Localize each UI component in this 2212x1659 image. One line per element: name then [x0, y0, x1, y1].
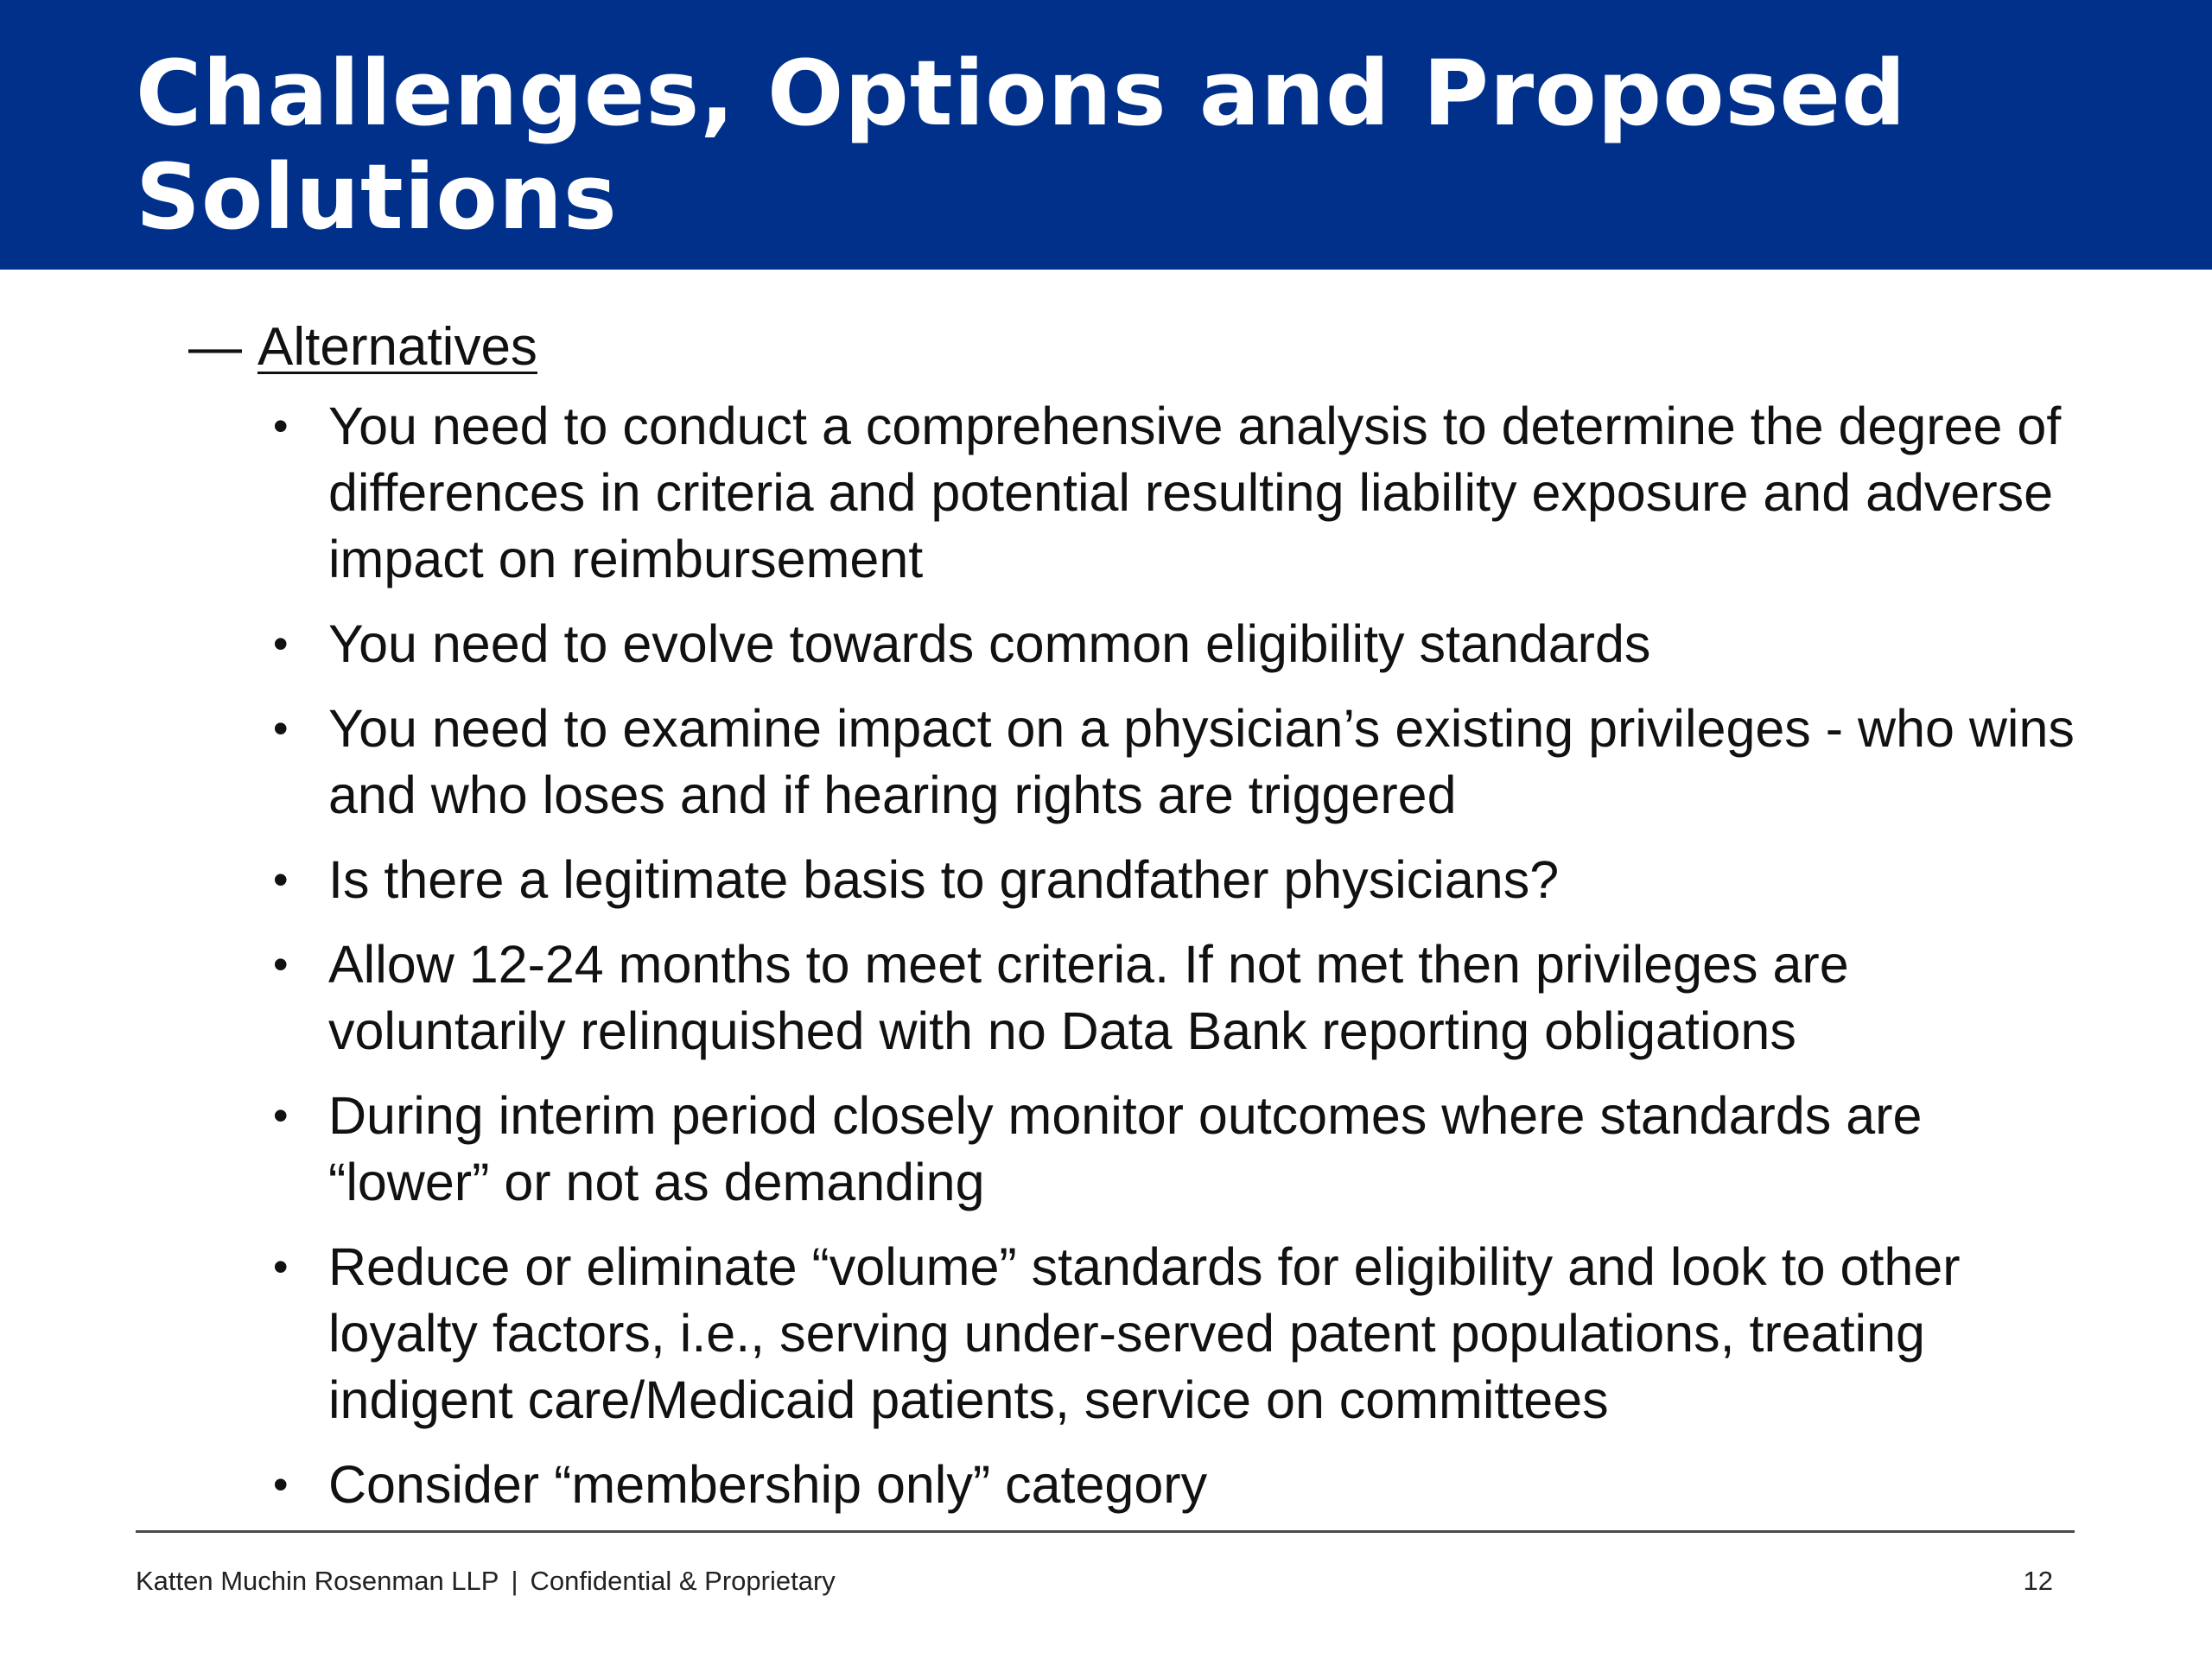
bullet-text: Is there a legitimate basis to grandfather physicians? [328, 850, 1560, 909]
page-number: 12 [2023, 1566, 2053, 1596]
footer-left [136, 1564, 836, 1599]
bullet-item [0, 611, 2082, 677]
bullet-icon: • [273, 1243, 289, 1291]
bullet-text: Consider “membership only” category [328, 1455, 1208, 1514]
bullet-text: During interim period closely monitor outcomes where standards are “lower” or not as demanding [328, 1086, 1923, 1211]
footer-confidentiality: Confidential & Proprietary [530, 1566, 836, 1596]
bullet-item [0, 1083, 2082, 1216]
bullet-icon: • [273, 704, 289, 753]
bullet-text: You need to conduct a comprehensive analysis to determine the degree of differences in criteria and potential resulting liability exposure and adverse impact on reimbursement [328, 397, 2062, 588]
footer-separator: | [511, 1566, 518, 1596]
bullet-icon: • [273, 855, 289, 904]
footer-firm-name: Katten Muchin Rosenman LLP [136, 1566, 499, 1596]
bullet-icon: • [273, 620, 289, 668]
section-dash: — [188, 317, 242, 377]
section-heading-label: Alternatives [257, 317, 537, 377]
bullet-item [0, 931, 2082, 1065]
bullet-item [0, 696, 2082, 829]
bullet-item [0, 1234, 2082, 1433]
bullet-text: You need to examine impact on a physician’s existing privileges - who wins and who loses and if hearing rights are triggered [328, 699, 2075, 824]
bullet-icon: • [273, 940, 289, 988]
bullet-text: Allow 12-24 months to meet criteria. If not met then privileges are voluntarily relinquished with no Data Bank reporting obligations [328, 935, 1849, 1060]
title-bar [0, 0, 2212, 270]
bullet-icon: • [273, 1091, 289, 1140]
bullet-text: Reduce or eliminate “volume” standards for eligibility and look to other loyalty factors, i.e., serving under-served patent populations, treating indigent care/Medicaid patients, service on committees [328, 1237, 1961, 1429]
bullet-list [0, 393, 2212, 1536]
bullet-icon: • [273, 402, 289, 450]
bullet-icon: • [273, 1460, 289, 1509]
section-heading [188, 313, 537, 382]
footer-divider [136, 1530, 2075, 1533]
bullet-item [0, 847, 2082, 913]
slide-title: Challenges, Options and Proposed Solutions [136, 41, 1907, 250]
bullet-item [0, 1452, 2082, 1518]
bullet-text: You need to evolve towards common eligibility standards [328, 614, 1651, 673]
bullet-item [0, 393, 2082, 593]
